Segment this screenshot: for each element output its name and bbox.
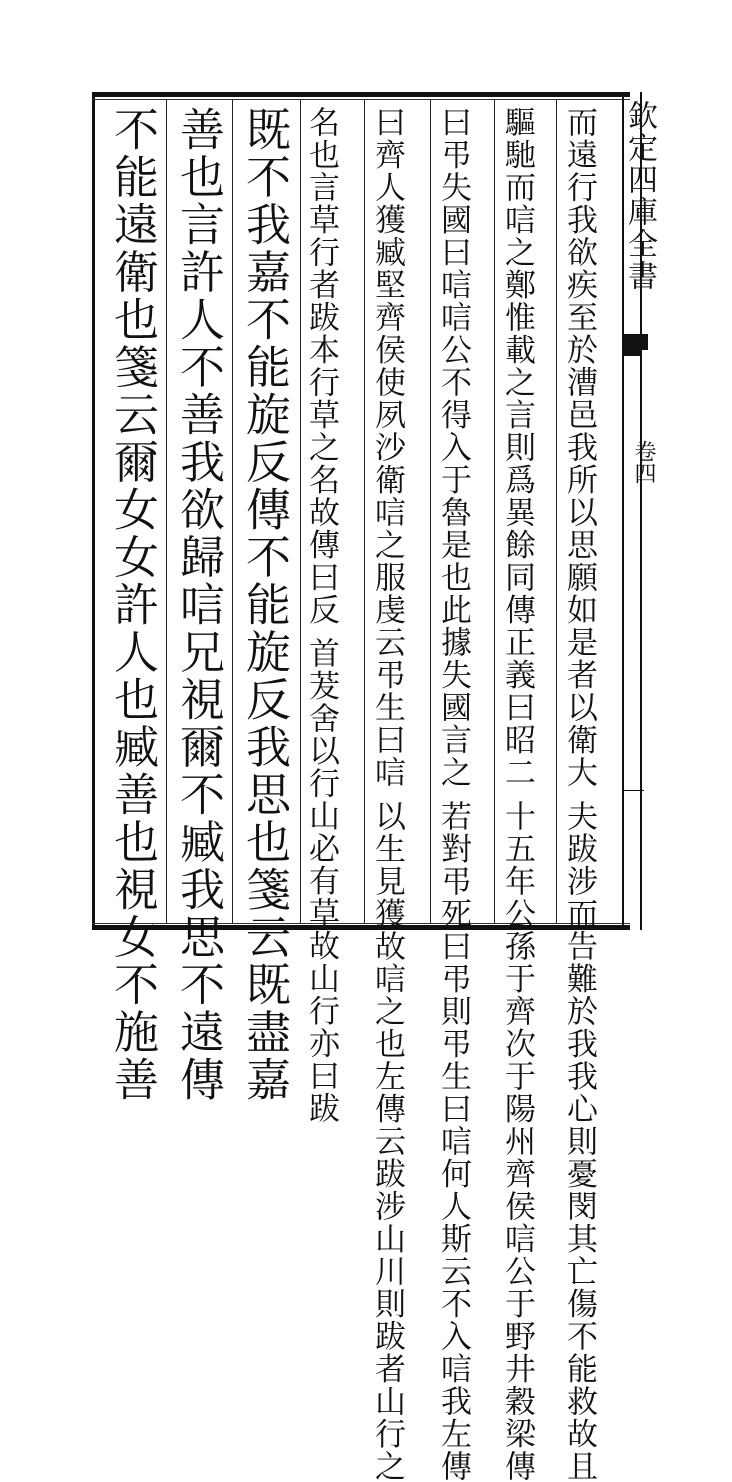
commentary-line: 十五年公孫于齊次于陽州齊侯唁公于野井穀梁傳 (499, 799, 535, 1482)
column-rule (300, 99, 301, 923)
commentary-line: 夫跋涉而告難於我我心則憂閔其亡傷不能救故且 (561, 799, 597, 1482)
commentary-column (562, 106, 595, 1482)
commentary-line: 以生見獲故唁之也左傳云跋涉山川則跋者山行之 (369, 799, 405, 1482)
commentary-line: 首茇舍以行山必有草故山行亦曰跋 (303, 637, 339, 1125)
commentary-line: 驅馳而唁之鄭惟載之言則爲異餘同傳正義曰昭二 (499, 106, 535, 789)
commentary-column (370, 106, 403, 1482)
fold-title: 欽定四庫全書 (622, 100, 657, 292)
fishtail-mark-lower (622, 350, 642, 356)
juan-label: 卷四 (631, 440, 656, 484)
commentary-column (500, 106, 533, 1482)
main-text-column: 善也言許人不善我欲歸唁兄視爾不臧我思不遠傳 (172, 106, 225, 1104)
main-text-column: 不能遠衛也箋云爾女女許人也臧善也視女不施善 (106, 106, 159, 1104)
main-text-column: 既不我嘉不能旋反傳不能旋反我思也箋云既盡嘉 (238, 106, 291, 1104)
column-rule (232, 99, 233, 923)
commentary-line: 曰齊人獲臧堅齊侯使夙沙衛唁之服虔云弔生曰唁 (369, 106, 405, 789)
commentary-column (436, 106, 469, 1482)
column-rule (364, 99, 365, 923)
column-rule (556, 99, 557, 923)
commentary-line: 名也言草行者跋本行草之名故傳曰反 (303, 106, 339, 626)
commentary-line: 曰弔失國曰唁唁公不得入于魯是也此據失國言之 (435, 106, 471, 789)
fold-tick (622, 790, 644, 791)
column-rule (166, 99, 167, 923)
fishtail-mark (622, 334, 648, 350)
commentary-column (304, 106, 337, 1125)
frame-top-rule (92, 99, 630, 100)
column-rule (430, 99, 431, 923)
commentary-line: 而遠行我欲疾至於漕邑我所以思願如是者以衛大 (561, 106, 597, 789)
commentary-line: 若對弔死曰弔則弔生曰唁何人斯云不入唁我左傳 (435, 799, 471, 1482)
column-rule (494, 99, 495, 923)
